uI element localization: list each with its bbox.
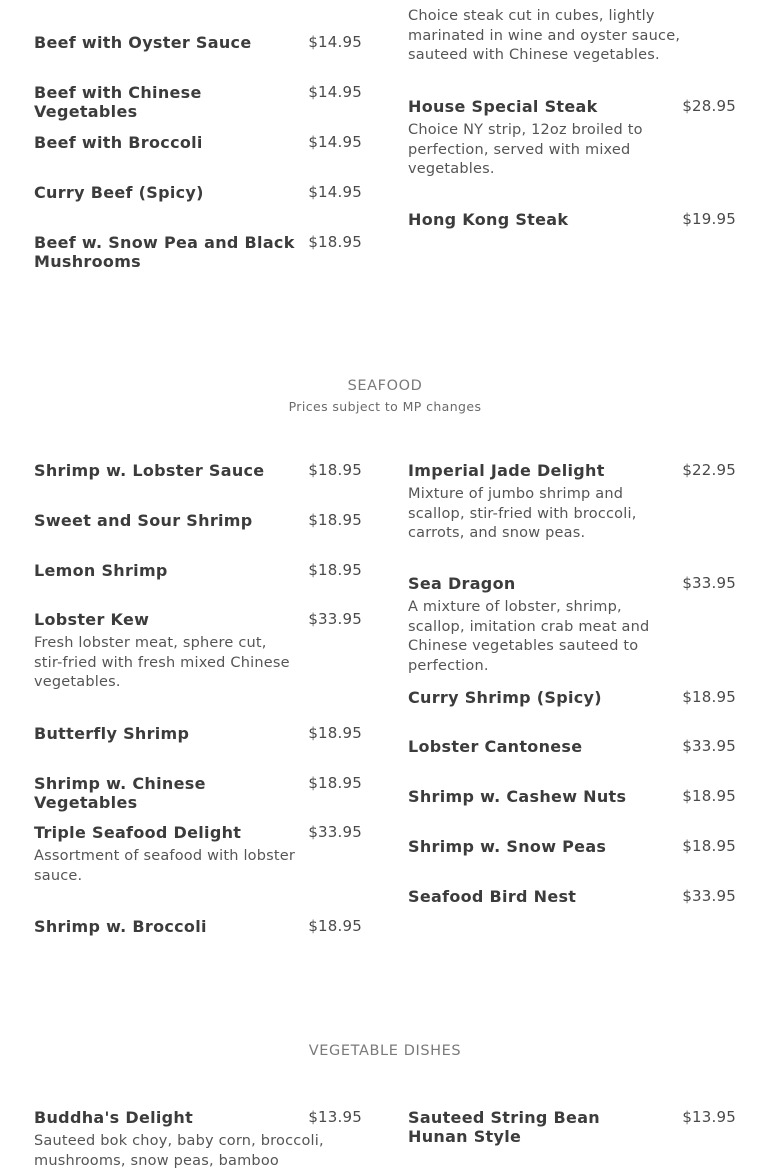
menu-item-description: Assortment of seafood with lobster sauce. (34, 848, 296, 884)
menu-item-price: $33.95 (682, 887, 736, 905)
section-subtitle-seafood: Prices subject to MP changes (288, 399, 482, 414)
menu-item-description: A mixture of lobster, shrimp, scallop, imitation crab meat and Chinese vegetables sauteed to perfection. (408, 599, 650, 674)
menu-item-price: $18.95 (308, 461, 362, 479)
menu-item-price: $18.95 (308, 561, 362, 579)
menu-item-price: $14.95 (308, 83, 362, 101)
menu-item-name: Beef with Broccoli (34, 133, 203, 152)
menu-item-name: Seafood Bird Nest (408, 887, 577, 906)
menu-item-name: Shrimp w. Chinese Vegetables (34, 774, 206, 812)
menu-item-name: Buddha's Delight (34, 1108, 194, 1127)
menu-item-description: Choice NY strip, 12oz broiled to perfection, served with mixed vegetables. (408, 122, 643, 177)
menu-item-name: Imperial Jade Delight (408, 461, 605, 480)
section-title-seafood: SEAFOOD (347, 378, 423, 394)
menu-item-price: $22.95 (682, 461, 736, 479)
menu-item-name: Curry Shrimp (Spicy) (408, 688, 602, 707)
menu-item-price: $33.95 (682, 737, 736, 755)
menu-item-price: $18.95 (308, 917, 362, 935)
menu-item-name: Lobster Kew (34, 610, 150, 629)
menu-item-price: $28.95 (682, 97, 736, 115)
menu-item-price: $18.95 (682, 787, 736, 805)
menu-item-price: $14.95 (308, 183, 362, 201)
menu-item-name: Lobster Cantonese (408, 737, 583, 756)
menu-item-name: Triple Seafood Delight (34, 823, 242, 842)
section-title-vegetable-dishes: VEGETABLE DISHES (308, 1043, 462, 1059)
menu-item-description: Choice steak cut in cubes, lightly marinated in wine and oyster sauce, sauteed with Chinese vegetables. (408, 8, 681, 63)
menu-item-price: $18.95 (308, 724, 362, 742)
menu-item-name: House Special Steak (408, 97, 598, 116)
menu-item-name: Beef w. Snow Pea and Black Mushrooms (34, 233, 295, 271)
menu-item-name: Shrimp w. Snow Peas (408, 837, 607, 856)
menu-item-price: $33.95 (682, 574, 736, 592)
menu-item-name: Sweet and Sour Shrimp (34, 511, 253, 530)
menu-item-price: $18.95 (682, 837, 736, 855)
menu-item-price: $18.95 (308, 511, 362, 529)
menu-item-price: $18.95 (682, 688, 736, 706)
menu-item-price: $13.95 (308, 1108, 362, 1126)
menu-item-name: Shrimp w. Cashew Nuts (408, 787, 627, 806)
menu-item-name: Sauteed String Bean Hunan Style (408, 1108, 600, 1146)
menu-item-price: $33.95 (308, 823, 362, 841)
menu-item-description: Sauteed bok choy, baby corn, broccoli, mushrooms, snow peas, bamboo (34, 1133, 324, 1169)
menu-item-name: Beef with Oyster Sauce (34, 33, 252, 52)
menu-item-price: $18.95 (308, 233, 362, 251)
menu-item-price: $13.95 (682, 1108, 736, 1126)
menu-item-name: Butterfly Shrimp (34, 724, 190, 743)
menu-item-price: $14.95 (308, 133, 362, 151)
menu-item-name: Lemon Shrimp (34, 561, 168, 580)
menu-item-price: $19.95 (682, 210, 736, 228)
menu-item-description: Fresh lobster meat, sphere cut, stir-fried with fresh mixed Chinese vegetables. (34, 635, 290, 690)
menu-item-price: $14.95 (308, 33, 362, 51)
menu-item-price: $33.95 (308, 610, 362, 628)
menu-item-name: Curry Beef (Spicy) (34, 183, 204, 202)
menu-item-description: Mixture of jumbo shrimp and scallop, stir-fried with broccoli, carrots, and snow peas. (408, 486, 637, 541)
menu-item-name: Shrimp w. Lobster Sauce (34, 461, 265, 480)
menu-item-name: Hong Kong Steak (408, 210, 569, 229)
menu-item-name: Shrimp w. Broccoli (34, 917, 207, 936)
menu-item-name: Sea Dragon (408, 574, 516, 593)
menu-item-name: Beef with Chinese Vegetables (34, 83, 202, 121)
menu-item-price: $18.95 (308, 774, 362, 792)
